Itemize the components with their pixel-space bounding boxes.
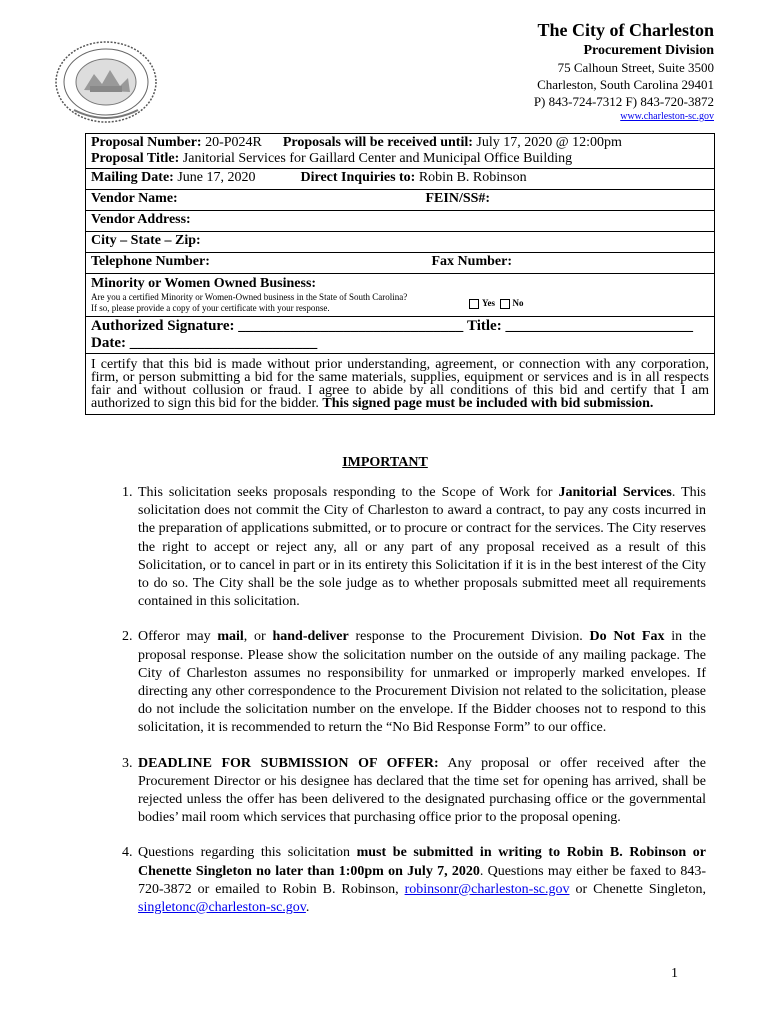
list-item: [136, 628, 706, 737]
list-item: [136, 484, 706, 611]
mwbe-question: Are you a certified Minority or Women-Owned business in the State of South Carolina?: [91, 292, 408, 302]
item-3-deadline: DEADLINE FOR SUBMISSION OF OFFER:: [138, 755, 439, 771]
vendor-name-row: [86, 190, 715, 211]
item-4-text: Questions regarding this solicitation: [138, 845, 357, 861]
item-2-text-b: , or: [243, 629, 273, 645]
title-field[interactable]: _________________________: [505, 318, 693, 334]
item-1-text: This solicitation seeks proposals responding to the Scope of Work for: [138, 485, 559, 500]
address-line-2: Charleston, South Carolina 29401: [537, 77, 714, 92]
mwbe-row: [86, 274, 715, 317]
proposal-number: 20-P024R: [205, 135, 262, 150]
yes-label: Yes: [482, 298, 495, 308]
item-1-text-rest: . This solicitation does not commit the City of Charleston to award a contract, to pay any costs incurred in the preparation of applications submitted, or to procure or contract for the services. The City reserves the right to accept or reject any, all or any part of any proposal received as a result of this Solicitation, or to cancel in part or in its entirety this Solicitation if it is in the best interest of the City to do so. The City shall be the sole judge as to whether proposals submitted meet all requirements contained in this solicitation.: [138, 485, 707, 610]
received-until-label: Proposals will be received until:: [282, 135, 473, 150]
singleton-email-link[interactable]: singletonc@charleston-sc.gov: [138, 900, 306, 916]
city-title: The City of Charleston: [537, 20, 714, 40]
mailing-date-label: Mailing Date:: [91, 170, 174, 185]
mwbe-label: Minority or Women Owned Business:: [91, 276, 317, 291]
yes-checkbox[interactable]: [469, 299, 479, 309]
proposal-number-row: [86, 134, 715, 169]
mailing-date: June 17, 2020: [177, 170, 256, 185]
fein-label: FEIN/SS#:: [425, 191, 491, 206]
no-label: No: [512, 298, 524, 308]
date-label: Date:: [91, 335, 126, 351]
signature-field[interactable]: ______________________________: [238, 318, 464, 334]
vendor-address-row: [86, 211, 715, 232]
robinson-email-link[interactable]: robinsonr@charleston-sc.gov: [404, 881, 570, 897]
inquiries-contact: Robin B. Robinson: [418, 170, 527, 185]
item-2-mail: mail: [217, 629, 244, 645]
telephone-label: Telephone Number:: [91, 254, 210, 269]
item-4-text-c: or Chenette Singleton,: [569, 881, 707, 897]
division-name: Procurement Division: [583, 43, 714, 58]
telephone-row: [86, 253, 715, 274]
important-heading: IMPORTANT: [342, 455, 428, 470]
item-4-text-end: .: [305, 900, 310, 916]
certification-row: [86, 354, 715, 415]
city-seal-icon: [54, 40, 158, 124]
proposal-title-label: Proposal Title:: [91, 151, 180, 166]
item-1-bold: Janitorial Services: [558, 485, 672, 500]
vendor-address-label: Vendor Address:: [91, 212, 191, 227]
item-2-text-rest: in the proposal response. Please show the solicitation number on the outside of any mailing package. The City of Charleston assumes no responsibility for unmarked or improperly marked envelopes. If directing any other correspondence to the Procurement Division not related to the solicitation, please do not include the solicitation number on the envelope. If the Bidder chooses not to respond to this solicitation, it is recommended to return the “No Bid Response Form” to our office.: [138, 629, 706, 736]
no-checkbox[interactable]: [500, 299, 510, 309]
certification-text: I certify that this bid is made without prior understanding, agreement, or connection with any corporation, firm, or person submitting a bid for the same materials, supplies, equipment or services and is in all respects fair and without collusion or fraud. I agree to abide by all conditions of this bid and certify that I am authorized to sign this bid for the bidder.: [91, 357, 709, 411]
proposal-number-label: Proposal Number:: [91, 135, 202, 150]
list-item: [136, 755, 706, 828]
city-state-zip-row: [86, 232, 715, 253]
vendor-name-label: Vendor Name:: [91, 191, 178, 206]
proposal-title: Janitorial Services for Gaillard Center and Municipal Office Building: [182, 151, 573, 166]
signature-label: Authorized Signature:: [91, 318, 235, 334]
item-2-text-c: response to the Procurement Division.: [348, 629, 590, 645]
date-field[interactable]: _________________________: [129, 335, 318, 351]
mailing-date-row: [86, 169, 715, 190]
signature-row: [86, 317, 715, 354]
mwbe-note: If so, please provide a copy of your certificate with your response.: [91, 303, 330, 313]
fax-label: Fax Number:: [431, 254, 512, 269]
certification-bold: This signed page must be included with bid submission.: [322, 396, 654, 411]
received-until: July 17, 2020 @ 12:00pm: [476, 135, 622, 150]
phone-fax: P) 843-724-7312 F) 843-720-3872: [533, 94, 714, 109]
item-2-hand-deliver: hand-deliver: [272, 629, 349, 645]
proposal-form-table: [85, 133, 715, 415]
address-line-1: 75 Calhoun Street, Suite 3500: [557, 60, 714, 75]
page-number: 1: [671, 966, 678, 981]
mwbe-options: [469, 298, 524, 309]
title-label: Title:: [466, 318, 502, 334]
city-state-zip-label: City – State – Zip:: [91, 233, 201, 248]
item-2-text: Offeror may: [138, 629, 218, 645]
list-item: [136, 844, 706, 917]
item-4-bold: must be submitted in writing to Robin B. Robinson or Chenette Singleton no later than 1:00pm on July 7, 2020: [138, 845, 706, 879]
item-2-do-not-fax: Do Not Fax: [589, 629, 665, 645]
item-3-text: Any proposal or offer received after the Procurement Director or his designee has declared that the time set for opening has arrived, shall be rejected unless the offer has been delivered to the designated purchasing office or the governmental bodies’ mail room which services that purchasing office prior to the proposal opening.: [138, 755, 706, 826]
inquiries-label: Direct Inquiries to:: [300, 170, 416, 185]
website-link[interactable]: www.charleston-sc.gov: [620, 111, 714, 122]
important-list: [110, 484, 706, 934]
item-4-text-b: . Questions may either be faxed to 843-720-3872 or emailed to Robin B. Robinson,: [138, 863, 707, 897]
